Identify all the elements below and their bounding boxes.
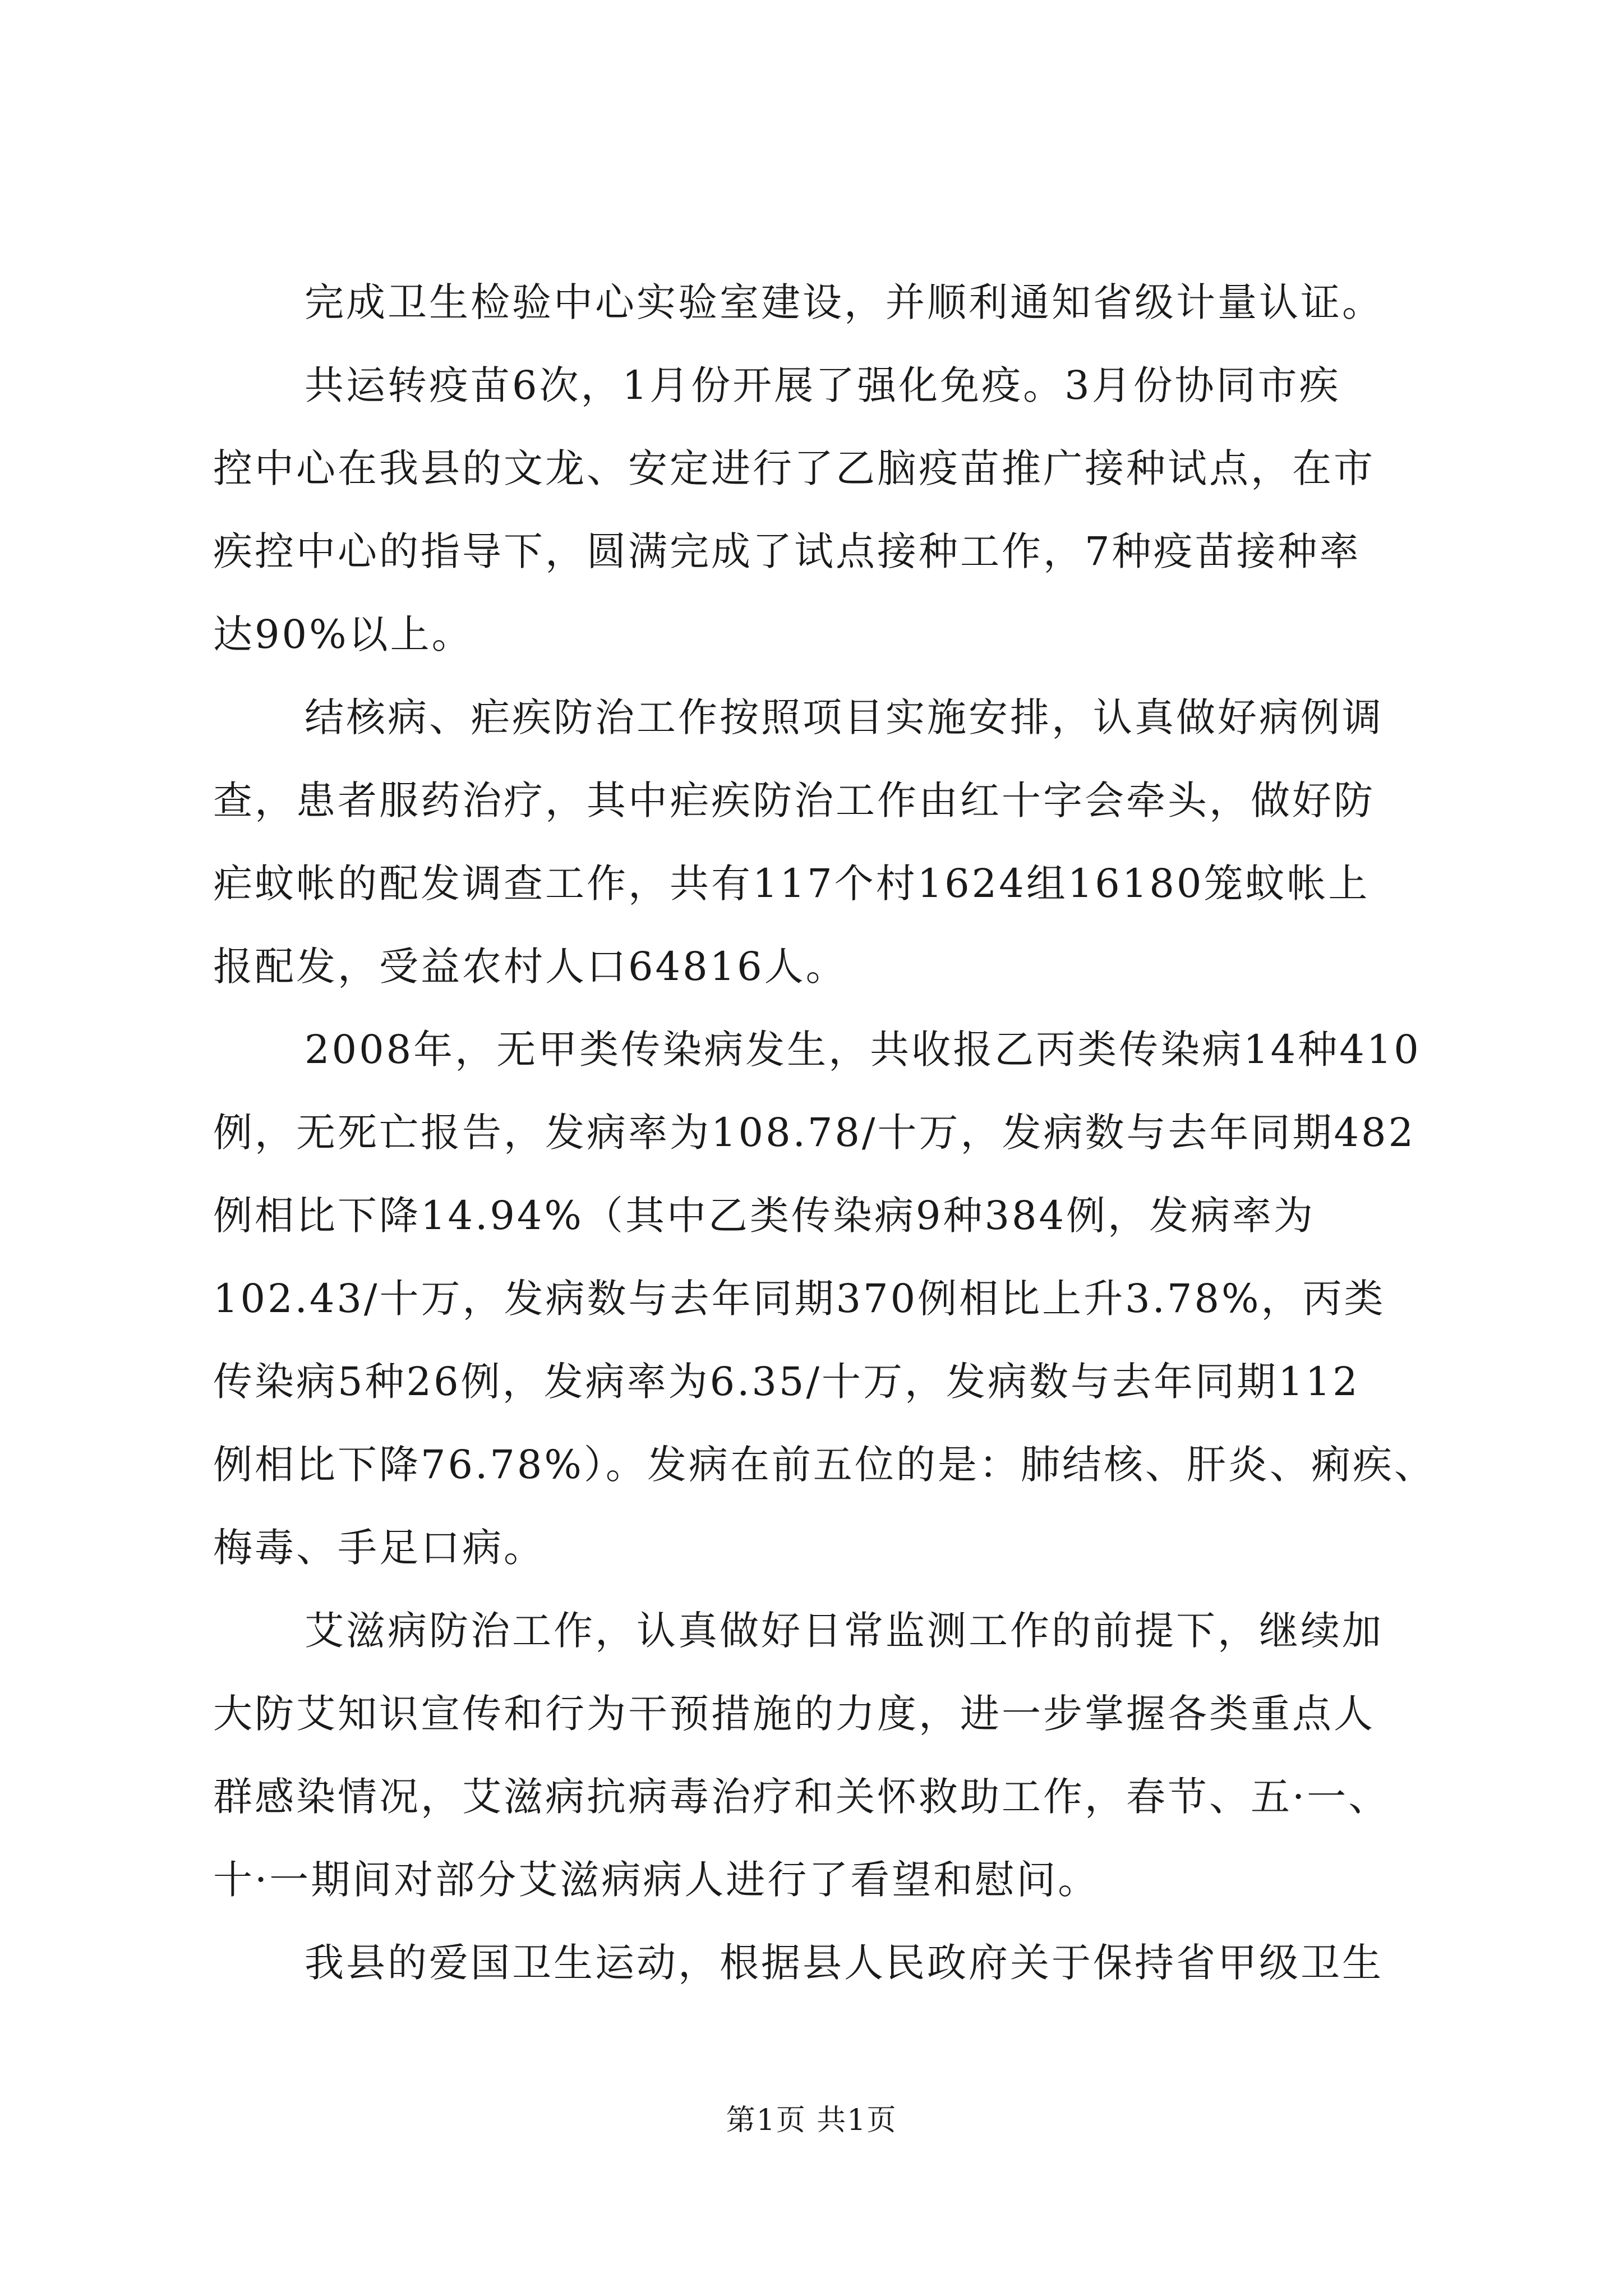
paragraph-tb-malaria xyxy=(213,676,1424,1008)
paragraph-lab-construction xyxy=(213,261,1424,344)
paragraph-line: 例相比下降76.78%）。发病在前五位的是：肺结核、肝炎、痢疾、 xyxy=(213,1442,1436,1488)
paragraph-line: 例，无死亡报告，发病率为108.78/十万，发病数与去年同期482 xyxy=(213,1110,1416,1156)
paragraph-line: 疟蚊帐的配发调查工作，共有117个村1624组16180笼蚊帐上 xyxy=(213,861,1370,907)
paragraph-line: 传染病5种26例，发病率为6.35/十万，发病数与去年同期112 xyxy=(213,1359,1360,1405)
paragraph-vaccination xyxy=(213,344,1424,676)
paragraph-line: 结核病、疟疾防治工作按照项目实施安排，认真做好病例调 xyxy=(305,694,1384,740)
paragraph-infectious-disease-stats xyxy=(213,1008,1436,1589)
paragraph-line: 2008年，无甲类传染病发生，共收报乙丙类传染病14种410 xyxy=(305,1027,1421,1073)
page-number-footer: 第1页 共1页 xyxy=(726,2104,897,2137)
paragraph-line: 我县的爱国卫生运动，根据县人民政府关于保持省甲级卫生 xyxy=(305,1940,1384,1986)
paragraph-line: 共运转疫苗6次，1月份开展了强化免疫。3月份协同市疾 xyxy=(305,362,1341,408)
paragraph-line: 控中心在我县的文龙、安定进行了乙脑疫苗推广接种试点，在市 xyxy=(213,445,1375,491)
paragraph-line: 完成卫生检验中心实验室建设，并顺利通知省级计量认证。 xyxy=(305,279,1384,325)
paragraph-line: 报配发，受益农村人口64816人。 xyxy=(213,944,847,990)
paragraph-line: 大防艾知识宣传和行为干预措施的力度，进一步掌握各类重点人 xyxy=(213,1691,1375,1737)
paragraph-patriotic-health xyxy=(213,1921,1424,2004)
paragraph-line: 达90%以上。 xyxy=(213,611,473,657)
paragraph-line: 梅毒、手足口病。 xyxy=(213,1525,545,1571)
document-body xyxy=(213,261,1436,2004)
paragraph-line: 102.43/十万，发病数与去年同期370例相比上升3.78%，丙类 xyxy=(213,1276,1386,1322)
paragraph-line: 疾控中心的指导下，圆满完成了试点接种工作，7种疫苗接种率 xyxy=(213,528,1361,574)
paragraph-line: 查，患者服药治疗，其中疟疾防治工作由红十字会牵头，做好防 xyxy=(213,777,1375,823)
paragraph-line: 例相比下降14.94%（其中乙类传染病9种384例，发病率为 xyxy=(213,1193,1316,1239)
paragraph-line: 十·一期间对部分艾滋病病人进行了看望和慰问。 xyxy=(213,1857,1100,1903)
paragraph-line: 群感染情况，艾滋病抗病毒治疗和关怀救助工作，春节、五·一、 xyxy=(213,1774,1390,1820)
paragraph-line: 艾滋病防治工作，认真做好日常监测工作的前提下，继续加 xyxy=(305,1608,1384,1654)
paragraph-aids-prevention xyxy=(213,1589,1424,1921)
